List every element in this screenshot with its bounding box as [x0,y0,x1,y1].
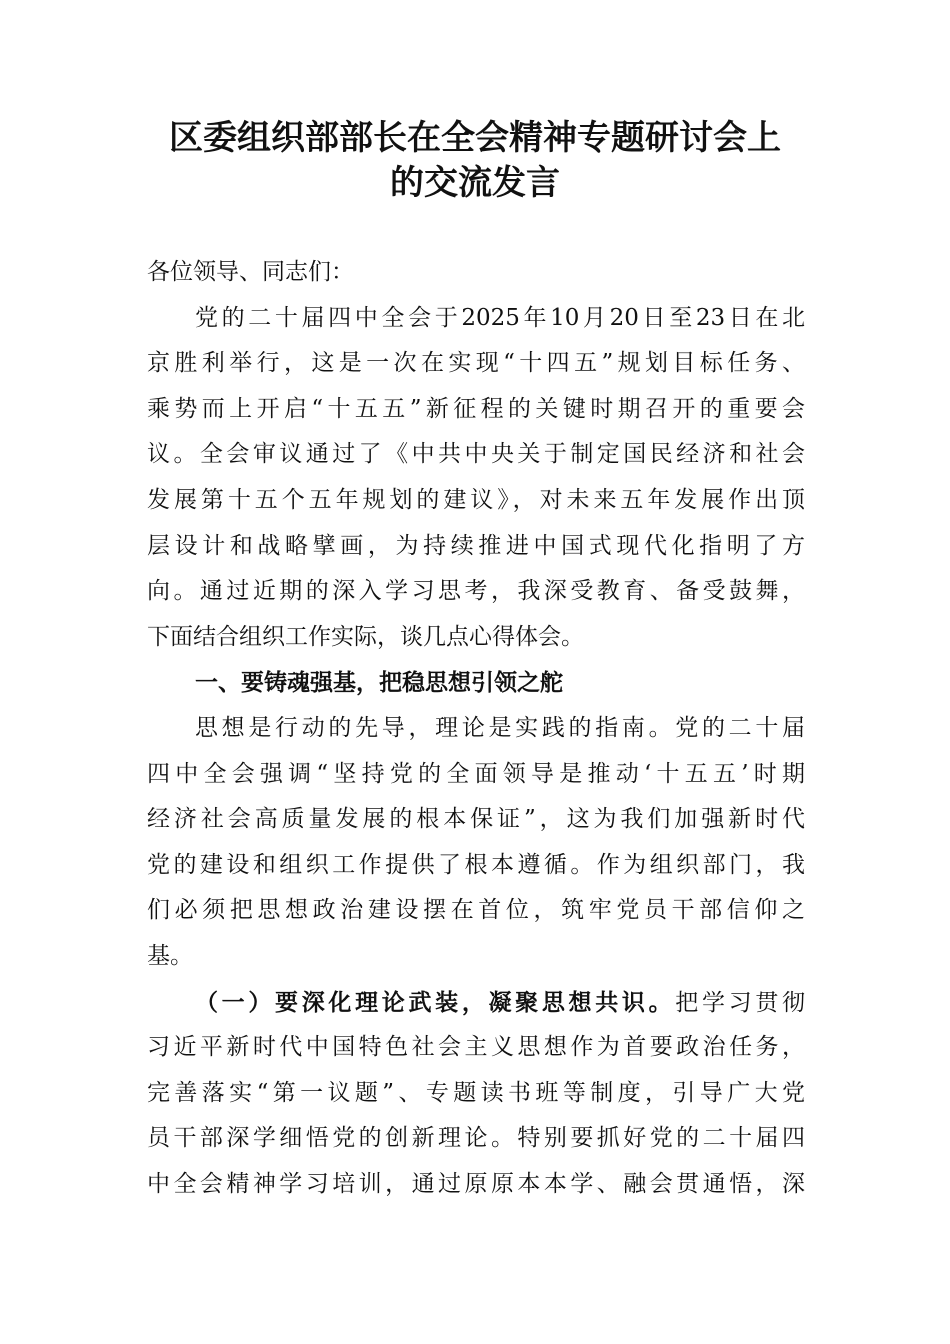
document-body [147,250,805,1207]
paragraph-1 [147,296,805,661]
paragraph-line: 党的二十届四中全会于2025年10月20日至23日在北 [195,304,805,331]
paragraph-line: 发展第十五个五年规划的建议》，对未来五年发展作出顶 [147,486,805,513]
greeting: 各位领导、同志们： [147,259,354,285]
paragraph-line: 基。 [147,942,193,969]
paragraph-2 [147,706,805,980]
paragraph-line: 中全会精神学习培训，通过原原本本学、融会贯通悟，深 [147,1170,805,1197]
paragraph-line: 乘势而上开启“十五五”新征程的关键时期召开的重要会 [147,395,805,422]
paragraph-line: 下面结合组织工作实际，谈几点心得体会。 [147,623,584,650]
paragraph-line [147,980,805,1026]
paragraph-line: 们必须把思想政治建设摆在首位，筑牢党员干部信仰之 [147,897,805,924]
paragraph-line: 京胜利举行，这是一次在实现“十四五”规划目标任务、 [147,350,805,377]
paragraph-line: 向。通过近期的深入学习思考，我深受教育、备受鼓舞， [147,578,805,605]
paragraph-line: 层设计和战略擘画，为持续推进中国式现代化指明了方 [147,532,805,559]
paragraph-3 [147,980,805,1208]
paragraph-line: 思想是行动的先导，理论是实践的指南。党的二十届 [195,714,805,741]
paragraph-text: 把学习贯彻 [675,989,806,1016]
paragraph-line: 习近平新时代中国特色社会主义思想作为首要政治任务， [147,1034,805,1061]
document-title-line-2: 的交流发言 [390,163,560,203]
paragraph-line: 经济社会高质量发展的根本保证”，这为我们加强新时代 [147,806,805,833]
document-title-line-1: 区委组织部部长在全会精神专题研讨会上 [169,118,781,158]
subheading-1: （一）要深化理论武装，凝聚思想共识。 [195,988,676,1016]
paragraph-line: 员干部深学细悟党的创新理论。特别要抓好党的二十届四 [147,1125,805,1152]
section-heading-1: 一、要铸魂强基，把稳思想引领之舵 [195,669,563,697]
paragraph-line: 议。全会审议通过了《中共中央关于制定国民经济和社会 [147,441,805,468]
paragraph-line: 完善落实“第一议题”、专题读书班等制度，引导广大党 [147,1079,805,1106]
paragraph-line: 党的建设和组织工作提供了根本遵循。作为组织部门，我 [147,851,805,878]
paragraph-line: 四中全会强调“坚持党的全面领导是推动‘十五五’时期 [147,760,805,787]
